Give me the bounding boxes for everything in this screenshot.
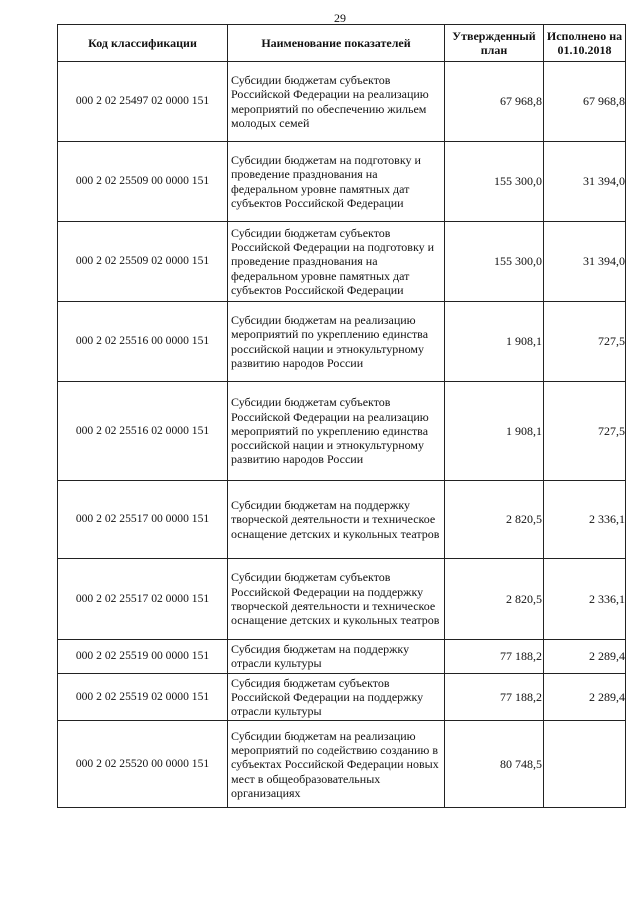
code-cell: 000 2 02 25519 00 0000 151	[58, 640, 228, 674]
table-row	[58, 382, 626, 481]
page-number: 29	[334, 11, 346, 25]
table-row	[58, 302, 626, 382]
plan-cell: 155 300,0	[445, 222, 544, 302]
done-cell	[544, 721, 626, 808]
plan-cell: 77 188,2	[445, 640, 544, 674]
budget-table	[57, 24, 626, 808]
header-name: Наименование показателей	[228, 25, 445, 62]
name-cell: Субсидии бюджетам на подготовку и проведение празднования на федеральном уровне памятных дат субъектов Российской Федерации	[228, 142, 445, 222]
code-cell: 000 2 02 25509 00 0000 151	[58, 142, 228, 222]
name-cell: Субсидии бюджетам субъектов Российской Федерации на поддержку творческой деятельности и техническое оснащение детских и кукольных театров	[228, 559, 445, 640]
plan-cell: 1 908,1	[445, 302, 544, 382]
plan-cell: 2 820,5	[445, 481, 544, 559]
plan-cell: 67 968,8	[445, 62, 544, 142]
table-row	[58, 481, 626, 559]
code-cell: 000 2 02 25519 02 0000 151	[58, 673, 228, 721]
plan-cell: 77 188,2	[445, 673, 544, 721]
header-done: Исполнено на 01.10.2018	[544, 25, 626, 62]
table-row	[58, 142, 626, 222]
table-row	[58, 559, 626, 640]
name-cell: Субсидия бюджетам на поддержку отрасли культуры	[228, 640, 445, 674]
code-cell: 000 2 02 25497 02 0000 151	[58, 62, 228, 142]
done-cell: 727,5	[544, 302, 626, 382]
header-code: Код классификации	[58, 25, 228, 62]
table-body	[58, 62, 626, 808]
name-cell: Субсидии бюджетам на реализацию мероприятий по укреплению единства российской нации и этнокультурному развитию народов России	[228, 302, 445, 382]
table-row	[58, 640, 626, 674]
plan-cell: 1 908,1	[445, 382, 544, 481]
plan-cell: 2 820,5	[445, 559, 544, 640]
code-cell: 000 2 02 25516 02 0000 151	[58, 382, 228, 481]
name-cell: Субсидии бюджетам субъектов Российской Федерации на реализацию мероприятий по укреплению единства российской нации и этнокультурному развитию народов России	[228, 382, 445, 481]
done-cell: 727,5	[544, 382, 626, 481]
plan-cell: 155 300,0	[445, 142, 544, 222]
name-cell: Субсидия бюджетам субъектов Российской Федерации на поддержку отрасли культуры	[228, 673, 445, 721]
name-cell: Субсидии бюджетам субъектов Российской Федерации на реализацию мероприятий по обеспечению жильем молодых семей	[228, 62, 445, 142]
table-row	[58, 62, 626, 142]
done-cell: 2 289,4	[544, 673, 626, 721]
code-cell: 000 2 02 25520 00 0000 151	[58, 721, 228, 808]
done-cell: 2 289,4	[544, 640, 626, 674]
done-cell: 67 968,8	[544, 62, 626, 142]
code-cell: 000 2 02 25517 02 0000 151	[58, 559, 228, 640]
done-cell: 2 336,1	[544, 559, 626, 640]
code-cell: 000 2 02 25517 00 0000 151	[58, 481, 228, 559]
table-row	[58, 721, 626, 808]
code-cell: 000 2 02 25509 02 0000 151	[58, 222, 228, 302]
header-plan: Утвержденный план	[445, 25, 544, 62]
code-cell: 000 2 02 25516 00 0000 151	[58, 302, 228, 382]
table-row	[58, 222, 626, 302]
name-cell: Субсидии бюджетам субъектов Российской Федерации на подготовку и проведение празднования на федеральном уровне памятных дат субъектов Российской Федерации	[228, 222, 445, 302]
done-cell: 2 336,1	[544, 481, 626, 559]
done-cell: 31 394,0	[544, 222, 626, 302]
done-cell: 31 394,0	[544, 142, 626, 222]
name-cell: Субсидии бюджетам на реализацию мероприятий по содействию созданию в субъектах Российской Федерации новых мест в общеобразовательных организациях	[228, 721, 445, 808]
table-header-row	[58, 25, 626, 62]
table-row	[58, 673, 626, 721]
plan-cell: 80 748,5	[445, 721, 544, 808]
name-cell: Субсидии бюджетам на поддержку творческой деятельности и техническое оснащение детских и кукольных театров	[228, 481, 445, 559]
